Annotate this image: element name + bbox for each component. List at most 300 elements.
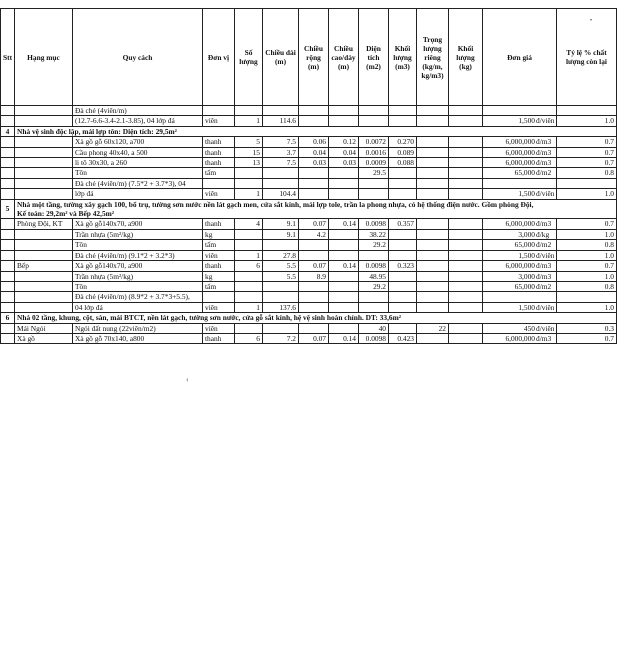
ty-le-cell: 1.0 xyxy=(557,116,617,126)
table-row xyxy=(1,168,617,178)
chieu-dai-cell: 3.7 xyxy=(263,147,299,157)
don-gia-unit: đ/m3 xyxy=(536,271,552,281)
khoi-luong-kg-cell xyxy=(449,158,483,168)
trong-luong-rieng-cell xyxy=(417,168,449,178)
don-gia-value: 65,000 xyxy=(514,281,535,291)
section-6-header xyxy=(1,313,617,323)
don-gia-cell xyxy=(483,189,557,199)
don-gia-unit xyxy=(535,179,536,188)
table-row xyxy=(1,137,617,147)
header-don-gia: Đơn giá xyxy=(483,9,557,106)
header-khoi-luong: Khối lượng (m3) xyxy=(389,9,417,106)
ty-le-cell: 0.7 xyxy=(557,147,617,157)
chieu-dai-cell: 7.5 xyxy=(263,137,299,147)
khoi-luong-kg-cell xyxy=(449,147,483,157)
khoi-luong-cell: 0.089 xyxy=(389,147,417,157)
chieu-dai-cell xyxy=(263,281,299,291)
page-mark: • xyxy=(590,18,593,24)
don-gia-unit: đ/m3 xyxy=(536,137,552,147)
table-row xyxy=(1,333,617,343)
so-luong-cell: 1 xyxy=(235,250,263,260)
don-gia-value: 6,000,000 xyxy=(505,137,535,147)
table-row xyxy=(1,219,617,229)
section-title-line1: Nhà một tầng, tường xây gạch 100, bổ trụ, tường sơn nước nền lát gạch men, cửa sắt kính, mái lợp tole, trần la phong nhựa, có hệ thống điện nước. Gồm phòng Đội, xyxy=(17,199,534,209)
chieu-dai-cell xyxy=(263,323,299,333)
chieu-rong-cell: 0.04 xyxy=(299,147,329,157)
khoi-luong-kg-cell xyxy=(449,189,483,199)
don-gia-value: 6,000,000 xyxy=(505,219,535,229)
khoi-luong-cell xyxy=(389,281,417,291)
header-so-luong: Số lượng xyxy=(235,9,263,106)
don-gia-cell xyxy=(483,178,557,188)
chieu-rong-cell: 0.03 xyxy=(299,158,329,168)
section-4-header xyxy=(1,126,617,136)
so-luong-cell: 6 xyxy=(235,333,263,343)
chieu-rong-cell xyxy=(299,240,329,250)
chieu-rong-cell xyxy=(299,281,329,291)
quy-cach-cell: Trần nhựa (5m²/kg) xyxy=(73,229,203,239)
ty-le-cell: 0.7 xyxy=(557,137,617,147)
chieu-dai-cell xyxy=(263,178,299,188)
khoi-luong-kg-cell xyxy=(449,168,483,178)
khoi-luong-kg-cell xyxy=(449,219,483,229)
khoi-luong-kg-cell xyxy=(449,271,483,281)
ty-le-cell xyxy=(557,178,617,188)
quy-cach-cell: (12.7-6.6-3.4-2.1-3.85), 04 lớp đá xyxy=(73,116,203,126)
khoi-luong-cell: 0.357 xyxy=(389,219,417,229)
don-gia-unit: đ/viên xyxy=(536,250,555,260)
table-row xyxy=(1,229,617,239)
trong-luong-rieng-cell xyxy=(417,116,449,126)
ty-le-cell: 1.0 xyxy=(557,189,617,199)
stt-cell xyxy=(1,178,15,188)
dien-tich-cell: 0.0098 xyxy=(359,219,389,229)
so-luong-cell: 1 xyxy=(235,302,263,312)
chieu-cao-cell xyxy=(329,240,359,250)
chieu-dai-cell: 7.5 xyxy=(263,158,299,168)
section-title xyxy=(15,199,617,219)
table-row xyxy=(1,106,617,116)
chieu-cao-cell xyxy=(329,168,359,178)
khoi-luong-cell xyxy=(389,116,417,126)
khoi-luong-cell: 0.270 xyxy=(389,137,417,147)
don-gia-unit: đ/viên xyxy=(536,189,555,199)
don-gia-unit: đ/m3 xyxy=(536,147,552,157)
chieu-cao-cell xyxy=(329,189,359,199)
khoi-luong-kg-cell xyxy=(449,323,483,333)
ty-le-cell: 0.8 xyxy=(557,168,617,178)
don-gia-value: 6,000,000 xyxy=(505,147,535,157)
khoi-luong-kg-cell xyxy=(449,302,483,312)
ty-le-cell: 0.7 xyxy=(557,333,617,343)
dien-tich-cell: 40 xyxy=(359,323,389,333)
chieu-dai-cell xyxy=(263,240,299,250)
don-gia-unit: đ/viên xyxy=(536,116,555,126)
so-luong-cell xyxy=(235,106,263,116)
khoi-luong-cell xyxy=(389,168,417,178)
header-dien-tich: Diện tích (m2) xyxy=(359,9,389,106)
don-gia-unit: đ/kg xyxy=(536,229,550,239)
don-gia-value: 65,000 xyxy=(514,168,535,178)
don-gia-value: 6,000,000 xyxy=(505,158,535,168)
stt-cell xyxy=(1,219,15,229)
don-vi-cell: tấm xyxy=(203,281,235,291)
section-title: Nhà 02 tầng, khung, cột, sàn, mái BTCT, nền lát gạch, tường sơn nước, cửa gỗ sắt kính, hệ vệ sinh hoàn chỉnh. DT: 33,6m² xyxy=(15,313,617,323)
chieu-cao-cell: 0.14 xyxy=(329,219,359,229)
section-number: 6 xyxy=(1,313,15,323)
table-row xyxy=(1,116,617,126)
stt-cell xyxy=(1,261,15,271)
stt-cell xyxy=(1,106,15,116)
don-gia-value: 3,000 xyxy=(518,271,535,281)
don-gia-cell xyxy=(483,137,557,147)
chieu-dai-cell: 7.2 xyxy=(263,333,299,343)
chieu-cao-cell xyxy=(329,178,359,188)
chieu-rong-cell xyxy=(299,292,329,302)
stt-cell xyxy=(1,302,15,312)
chieu-cao-cell xyxy=(329,229,359,239)
quy-cach-cell: Tôn xyxy=(73,281,203,291)
trong-luong-rieng-cell xyxy=(417,178,449,188)
khoi-luong-cell: 0.088 xyxy=(389,158,417,168)
quy-cach-cell: Đà chẻ (4viên/m) (7.5*2 + 3.7*3), 04 xyxy=(73,178,203,188)
section-title-line2: Kế toán: 29,2m² và Bếp 42,5m² xyxy=(17,209,115,219)
dien-tich-cell: 29.5 xyxy=(359,168,389,178)
khoi-luong-kg-cell xyxy=(449,250,483,260)
so-luong-cell: 5 xyxy=(235,137,263,147)
trong-luong-rieng-cell xyxy=(417,229,449,239)
ty-le-cell: 1.0 xyxy=(557,250,617,260)
stt-cell xyxy=(1,240,15,250)
dien-tich-cell: 38.22 xyxy=(359,229,389,239)
hang-muc-cell xyxy=(15,116,73,126)
table-row xyxy=(1,240,617,250)
so-luong-cell xyxy=(235,292,263,302)
don-gia-cell xyxy=(483,106,557,116)
chieu-rong-cell: 0.07 xyxy=(299,219,329,229)
don-gia-cell xyxy=(483,158,557,168)
dien-tich-cell: 0.0098 xyxy=(359,333,389,343)
don-vi-cell: viên xyxy=(203,250,235,260)
trong-luong-rieng-cell xyxy=(417,250,449,260)
chieu-cao-cell xyxy=(329,302,359,312)
so-luong-cell xyxy=(235,323,263,333)
header-ty-le: Tỷ lệ % chất lượng còn lại xyxy=(557,9,617,106)
ty-le-cell xyxy=(557,292,617,302)
chieu-dai-cell: 5.5 xyxy=(263,271,299,281)
hang-muc-cell xyxy=(15,178,73,188)
stt-cell xyxy=(1,281,15,291)
khoi-luong-cell xyxy=(389,323,417,333)
khoi-luong-cell xyxy=(389,292,417,302)
dien-tich-cell: 0.0072 xyxy=(359,137,389,147)
chieu-dai-cell: 137.6 xyxy=(263,302,299,312)
dien-tich-cell xyxy=(359,189,389,199)
ty-le-cell: 0.7 xyxy=(557,261,617,271)
chieu-dai-cell: 5.5 xyxy=(263,261,299,271)
quy-cach-cell: Xà gồ gỗ 70x140, a800 xyxy=(73,333,203,343)
don-gia-unit xyxy=(535,106,536,115)
dien-tich-cell xyxy=(359,178,389,188)
table-row xyxy=(1,271,617,281)
chieu-dai-cell: 104.4 xyxy=(263,189,299,199)
chieu-dai-cell: 9.1 xyxy=(263,219,299,229)
don-gia-cell xyxy=(483,271,557,281)
so-luong-cell xyxy=(235,240,263,250)
chieu-rong-cell: 0.07 xyxy=(299,333,329,343)
trong-luong-rieng-cell xyxy=(417,333,449,343)
trong-luong-rieng-cell xyxy=(417,189,449,199)
table-row xyxy=(1,178,617,188)
don-vi-cell: viên xyxy=(203,302,235,312)
section-number: 4 xyxy=(1,126,15,136)
don-vi-cell: thanh xyxy=(203,158,235,168)
trong-luong-rieng-cell xyxy=(417,261,449,271)
ty-le-cell: 1.0 xyxy=(557,271,617,281)
ty-le-cell: 0.7 xyxy=(557,219,617,229)
don-vi-cell: kg xyxy=(203,229,235,239)
stt-cell xyxy=(1,271,15,281)
dien-tich-cell xyxy=(359,292,389,302)
chieu-rong-cell xyxy=(299,250,329,260)
table-header xyxy=(1,9,617,106)
trong-luong-rieng-cell xyxy=(417,219,449,229)
header-trong-luong-rieng: Trọng lượng riêng (kg/m, kg/m3) xyxy=(417,9,449,106)
don-gia-value: 65,000 xyxy=(514,240,535,250)
don-gia-cell xyxy=(483,168,557,178)
dien-tich-cell: 0.0098 xyxy=(359,261,389,271)
trong-luong-rieng-cell xyxy=(417,292,449,302)
hang-muc-cell xyxy=(15,240,73,250)
trong-luong-rieng-cell xyxy=(417,240,449,250)
hang-muc-cell: Xà gồ xyxy=(15,333,73,343)
hang-muc-cell xyxy=(15,281,73,291)
trong-luong-rieng-cell xyxy=(417,271,449,281)
chieu-cao-cell xyxy=(329,250,359,260)
so-luong-cell xyxy=(235,178,263,188)
khoi-luong-cell: 0.423 xyxy=(389,333,417,343)
khoi-luong-kg-cell xyxy=(449,292,483,302)
khoi-luong-kg-cell xyxy=(449,261,483,271)
chieu-dai-cell: 9.1 xyxy=(263,229,299,239)
trong-luong-rieng-cell xyxy=(417,137,449,147)
khoi-luong-cell xyxy=(389,240,417,250)
hang-muc-cell: Mái Ngói xyxy=(15,323,73,333)
chieu-rong-cell xyxy=(299,189,329,199)
ty-le-cell: 1.0 xyxy=(557,302,617,312)
so-luong-cell xyxy=(235,271,263,281)
khoi-luong-kg-cell xyxy=(449,106,483,116)
dien-tich-cell xyxy=(359,250,389,260)
stt-cell xyxy=(1,168,15,178)
table-row xyxy=(1,281,617,291)
khoi-luong-kg-cell xyxy=(449,333,483,343)
chieu-rong-cell xyxy=(299,302,329,312)
don-gia-unit: đ/viên xyxy=(536,302,555,312)
quy-cach-cell: Tôn xyxy=(73,168,203,178)
stt-cell xyxy=(1,116,15,126)
dien-tich-cell: 29.2 xyxy=(359,281,389,291)
quy-cach-cell: Đà chẻ (4viên/m) (9.1*2 + 3.2*3) xyxy=(73,250,203,260)
don-gia-unit: đ/m3 xyxy=(536,219,552,229)
dien-tich-cell: 48.95 xyxy=(359,271,389,281)
don-vi-cell: kg xyxy=(203,271,235,281)
table-row xyxy=(1,292,617,302)
dien-tich-cell xyxy=(359,116,389,126)
don-gia-unit: đ/m2 xyxy=(536,168,552,178)
khoi-luong-cell xyxy=(389,302,417,312)
stt-cell xyxy=(1,250,15,260)
hang-muc-cell xyxy=(15,302,73,312)
hang-muc-cell xyxy=(15,250,73,260)
chieu-rong-cell xyxy=(299,178,329,188)
so-luong-cell xyxy=(235,168,263,178)
hang-muc-cell: Bếp xyxy=(15,261,73,271)
don-gia-unit: đ/m3 xyxy=(536,158,552,168)
quy-cach-cell: Cầu phong 40x40, a 500 xyxy=(73,147,203,157)
dien-tich-cell xyxy=(359,106,389,116)
don-gia-cell xyxy=(483,292,557,302)
header-khoi-luong-kg: Khối lượng (kg) xyxy=(449,9,483,106)
hang-muc-cell xyxy=(15,271,73,281)
khoi-luong-cell xyxy=(389,271,417,281)
so-luong-cell: 1 xyxy=(235,116,263,126)
don-gia-cell xyxy=(483,281,557,291)
quy-cach-cell: li tô 30x30, a 260 xyxy=(73,158,203,168)
don-vi-cell: tấm xyxy=(203,168,235,178)
trong-luong-rieng-cell xyxy=(417,302,449,312)
so-luong-cell: 13 xyxy=(235,158,263,168)
trong-luong-rieng-cell: 22 xyxy=(417,323,449,333)
quy-cach-cell: lớp đá xyxy=(73,189,203,199)
so-luong-cell: 6 xyxy=(235,261,263,271)
don-gia-cell xyxy=(483,240,557,250)
dien-tich-cell: 29.2 xyxy=(359,240,389,250)
stt-cell xyxy=(1,323,15,333)
hang-muc-cell xyxy=(15,229,73,239)
ty-le-cell: 1.0 xyxy=(557,229,617,239)
khoi-luong-cell xyxy=(389,106,417,116)
inventory-table xyxy=(0,8,617,344)
section-title: Nhà vệ sinh độc lập, mái lợp tôn: Diện tích: 29,5m² xyxy=(15,126,617,136)
quy-cach-cell: Trần nhựa (5m²/kg) xyxy=(73,271,203,281)
khoi-luong-kg-cell xyxy=(449,178,483,188)
don-vi-cell: tấm xyxy=(203,240,235,250)
header-chieu-dai: Chiều dài (m) xyxy=(263,9,299,106)
hang-muc-cell: Phòng Đội, KT xyxy=(15,219,73,229)
don-gia-cell xyxy=(483,219,557,229)
don-vi-cell: thanh xyxy=(203,147,235,157)
khoi-luong-cell xyxy=(389,229,417,239)
chieu-rong-cell: 8.9 xyxy=(299,271,329,281)
don-gia-value: 1,500 xyxy=(518,116,535,126)
khoi-luong-kg-cell xyxy=(449,116,483,126)
so-luong-cell: 4 xyxy=(235,219,263,229)
section-5-header xyxy=(1,199,617,219)
table-row xyxy=(1,250,617,260)
don-gia-value: 1,500 xyxy=(518,189,535,199)
chieu-cao-cell xyxy=(329,271,359,281)
don-vi-cell: thanh xyxy=(203,261,235,271)
don-gia-value: 1,500 xyxy=(518,250,535,260)
trong-luong-rieng-cell xyxy=(417,106,449,116)
ty-le-cell: 0.8 xyxy=(557,240,617,250)
don-gia-cell xyxy=(483,323,557,333)
chieu-rong-cell xyxy=(299,106,329,116)
don-gia-cell xyxy=(483,261,557,271)
don-gia-unit: đ/m2 xyxy=(536,281,552,291)
quy-cach-cell: Xà gồ gỗ140x70, a900 xyxy=(73,261,203,271)
table-row xyxy=(1,147,617,157)
don-gia-value: 3,000 xyxy=(518,229,535,239)
chieu-rong-cell: 4.2 xyxy=(299,229,329,239)
so-luong-cell: 15 xyxy=(235,147,263,157)
don-vi-cell: thanh xyxy=(203,219,235,229)
hang-muc-cell xyxy=(15,158,73,168)
dien-tich-cell: 0.0009 xyxy=(359,158,389,168)
chieu-dai-cell xyxy=(263,106,299,116)
chieu-dai-cell xyxy=(263,168,299,178)
chieu-rong-cell xyxy=(299,116,329,126)
khoi-luong-cell: 0.323 xyxy=(389,261,417,271)
chieu-cao-cell xyxy=(329,323,359,333)
chieu-cao-cell xyxy=(329,292,359,302)
chieu-cao-cell: 0.04 xyxy=(329,147,359,157)
don-gia-cell xyxy=(483,147,557,157)
header-quy-cach: Quy cách xyxy=(73,9,203,106)
don-vi-cell: viên xyxy=(203,323,235,333)
chieu-rong-cell: 0.07 xyxy=(299,261,329,271)
ty-le-cell: 0.3 xyxy=(557,323,617,333)
don-gia-cell xyxy=(483,250,557,260)
hang-muc-cell xyxy=(15,106,73,116)
don-gia-unit: đ/m3 xyxy=(536,333,552,343)
table-row xyxy=(1,189,617,199)
stray-mark: ‹ xyxy=(186,375,189,384)
so-luong-cell: 1 xyxy=(235,189,263,199)
so-luong-cell xyxy=(235,281,263,291)
header-don-vi: Đơn vị xyxy=(203,9,235,106)
section-number: 5 xyxy=(1,199,15,219)
khoi-luong-kg-cell xyxy=(449,281,483,291)
don-vi-cell: viên xyxy=(203,116,235,126)
don-gia-unit: đ/m3 xyxy=(536,261,552,271)
chieu-cao-cell: 0.14 xyxy=(329,261,359,271)
ty-le-cell: 0.8 xyxy=(557,281,617,291)
don-vi-cell xyxy=(203,106,235,116)
don-vi-cell: thanh xyxy=(203,333,235,343)
chieu-dai-cell xyxy=(263,292,299,302)
table-row xyxy=(1,261,617,271)
chieu-cao-cell: 0.03 xyxy=(329,158,359,168)
don-gia-cell xyxy=(483,333,557,343)
stt-cell xyxy=(1,137,15,147)
trong-luong-rieng-cell xyxy=(417,158,449,168)
document-page xyxy=(0,8,621,344)
hang-muc-cell xyxy=(15,189,73,199)
don-gia-unit: đ/m2 xyxy=(536,240,552,250)
don-gia-unit xyxy=(535,292,536,301)
so-luong-cell xyxy=(235,229,263,239)
khoi-luong-cell xyxy=(389,189,417,199)
hang-muc-cell xyxy=(15,292,73,302)
stt-cell xyxy=(1,189,15,199)
quy-cach-cell: 04 lớp đá xyxy=(73,302,203,312)
chieu-cao-cell: 0.12 xyxy=(329,137,359,147)
don-gia-value: 1,500 xyxy=(518,302,535,312)
stt-cell xyxy=(1,158,15,168)
quy-cach-cell: Ngói đất nung (22viên/m2) xyxy=(73,323,203,333)
